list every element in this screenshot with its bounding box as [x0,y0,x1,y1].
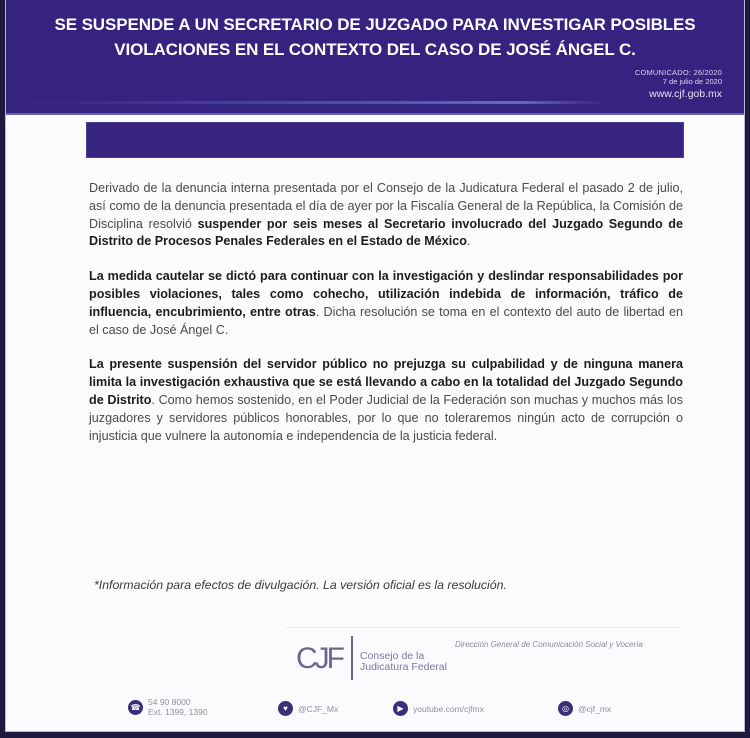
website-link[interactable]: www.cjf.gob.mx [649,88,722,100]
comunicado-number: COMUNICADO: 26/2020 [634,68,722,77]
title-line-2: VIOLACIONES EN EL CONTEXTO DEL CASO DE JOSÉ ÁNGEL C. [114,40,636,59]
youtube-link: youtube.com/cjfmx [413,703,484,714]
direccion-label: Dirección General de Comunicación Social y Vocería [455,640,643,649]
paragraph-2 [89,268,683,339]
logo-text-line-1: Consejo de la [360,650,425,662]
comunicado-date: 7 de julio de 2020 [662,77,722,86]
twitter-icon: ♥ [278,701,293,716]
p2-text: . Dicha resolución se toma en el contexto del auto de libertad en el caso de José Ángel C. [89,304,683,337]
logo-text [360,651,480,673]
contact-instagram[interactable] [558,701,611,716]
contact-youtube[interactable] [393,701,484,716]
p3-text: . Como hemos sostenido, en el Poder Judicial de la Federación son muchas y muchos más los juzgadores y servidores públicos honorables, por lo que no toleraremos ningún acto de corrupción o injusticia que vulnere la autonomía e independencia de la justicia federal. [89,392,683,443]
logo-divider [351,636,353,680]
instagram-icon: ◎ [558,701,573,716]
document-frame [5,0,745,732]
instagram-handle: @cjf_mx [578,703,612,714]
decorative-bar [86,122,684,158]
contact-phone[interactable] [128,697,208,717]
p2-bold: La medida cautelar se dictó para continuar con la investigación y deslindar responsabilidades por posibles violaciones, tales como cohecho, utilización indebida de información, tráfico de influencia, encubrimiento, entre otras [89,269,683,319]
footnote: *Información para efectos de divulgación. La versión oficial es la resolución. [94,578,507,592]
paragraph-1 [89,180,683,251]
p1-text: Derivado de la denuncia interna presentada por el Consejo de la Judicatura Federal el pasado 2 de julio, así como de la denuncia presentada el día de ayer por la Fiscalía General de la República, la Comisión de Disciplina resolvió [89,181,683,231]
header-divider [16,101,606,104]
p1-bold: suspender por seis meses al Secretario involucrado del Juzgado Segundo de Distrito de Procesos Penales Federales en el Estado de México [89,216,683,249]
title-line-1: SE SUSPENDE A UN SECRETARIO DE JUZGADO PARA INVESTIGAR POSIBLES [54,15,696,34]
body-text [89,180,683,462]
header-band [6,0,744,115]
contact-twitter[interactable] [278,701,338,716]
paragraph-3 [89,356,683,445]
phone-ext: Ext. 1399, 1390 [148,707,208,717]
phone-icon: ☎ [128,700,143,715]
cjf-logo-mark: CJF [296,642,342,675]
phone-number: 54 90 8000 [148,697,191,707]
footer-separator [286,627,681,628]
page-title [6,12,744,62]
youtube-icon: ▶ [393,701,408,716]
phone-text [148,697,208,717]
p1-end: . [466,234,471,249]
logo-text-line-2: Judicatura Federal [360,661,447,673]
twitter-handle: @CJF_Mx [298,703,339,714]
contact-bar [6,697,744,725]
header-meta [635,68,722,101]
p3-bold: La presente suspensión del servidor público no prejuzga su culpabilidad y de ninguna manera limita la investigación exhaustiva que se está llevando a cabo en la totalidad del Juzgado Segundo de Distrito [89,357,683,407]
